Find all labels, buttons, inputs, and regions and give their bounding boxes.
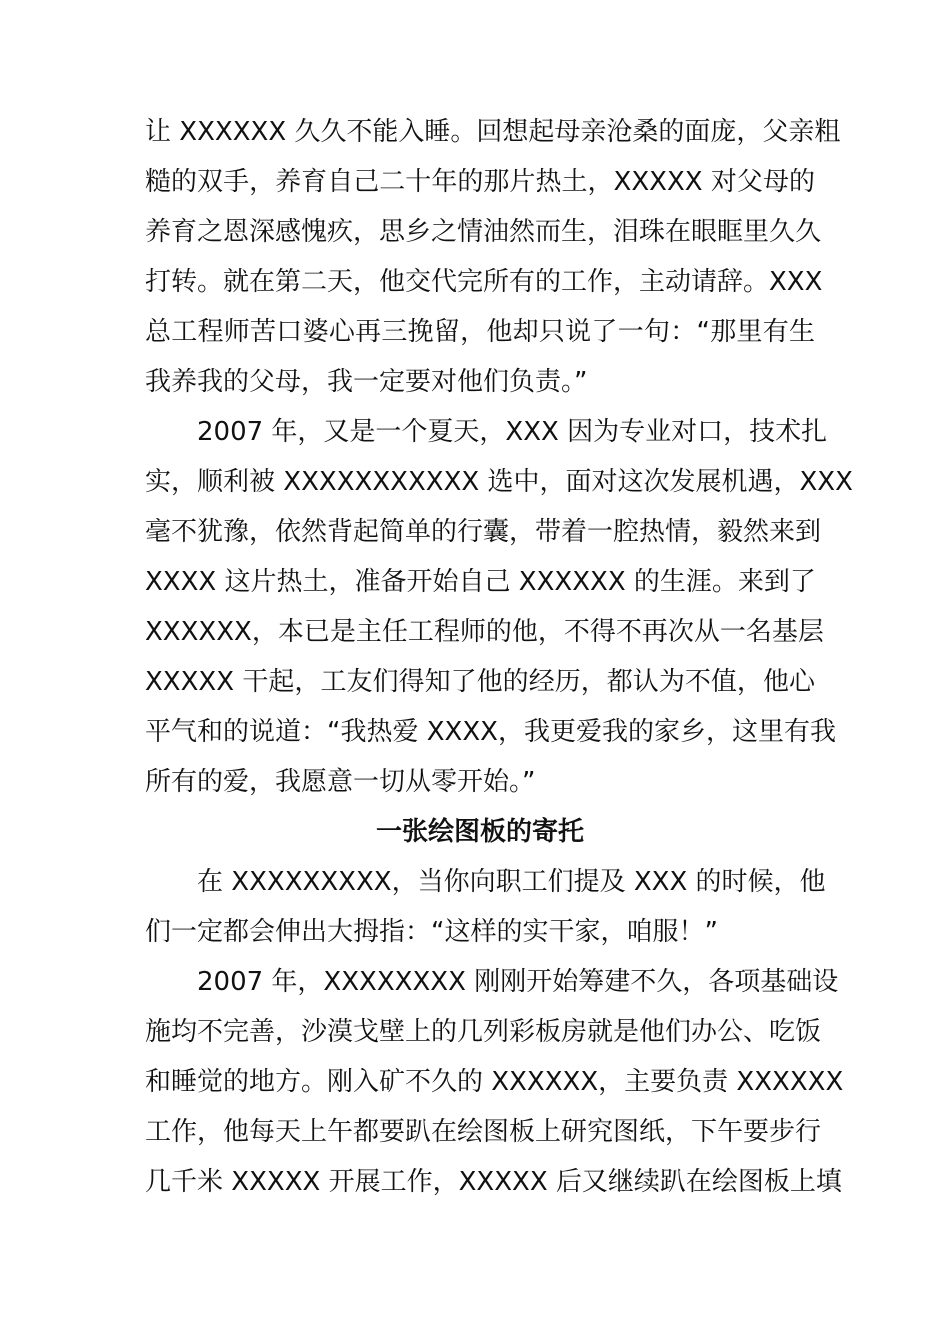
section-heading: 一张绘图板的寄托	[375, 817, 584, 847]
text-line: 们一定都会伸出大拇指：“这样的实干家，咱服！”	[145, 917, 718, 947]
text-line: XXXXXX，本已是主任工程师的他，不得不再次从一名基层	[145, 617, 824, 647]
text-line: 2007 年，XXXXXXXX 刚刚开始筹建不久，各项基础设	[197, 967, 839, 997]
text-line: 打转。就在第二天，他交代完所有的工作，主动请辞。XXX	[145, 267, 823, 297]
text-line: 糙的双手，养育自己二十年的那片热土，XXXXX 对父母的	[145, 167, 815, 197]
text-line: XXXX 这片热土，准备开始自己 XXXXXX 的生涯。来到了	[145, 567, 816, 597]
text-line: 实，顺利被 XXXXXXXXXXX 选中，面对这次发展机遇，XXX	[145, 467, 853, 497]
text-line: 工作，他每天上午都要趴在绘图板上研究图纸，下午要步行	[145, 1117, 822, 1147]
text-line: 养育之恩深感愧疚，思乡之情油然而生，泪珠在眼眶里久久	[145, 217, 822, 247]
text-line: 总工程师苦口婆心再三挽留，他却只说了一句：“那里有生	[145, 317, 815, 347]
document-body	[145, 107, 853, 1207]
text-line: 和睡觉的地方。刚入矿不久的 XXXXXX，主要负责 XXXXXX	[145, 1067, 844, 1097]
text-line: 毫不犹豫，依然背起简单的行囊，带着一腔热情，毅然来到	[145, 517, 822, 547]
text-line: 所有的爱，我愿意一切从零开始。”	[145, 767, 536, 797]
text-line: 几千米 XXXXX 开展工作，XXXXX 后又继续趴在绘图板上填	[145, 1167, 842, 1197]
text-line: 在 XXXXXXXXX，当你向职工们提及 XXX 的时候，他	[197, 867, 826, 897]
text-line: XXXXX 干起，工友们得知了他的经历，都认为不值，他心	[145, 667, 815, 697]
text-line: 我养我的父母，我一定要对他们负责。”	[145, 367, 588, 397]
text-line: 平气和的说道：“我热爱 XXXX，我更爱我的家乡，这里有我	[145, 717, 836, 747]
text-line: 2007 年，又是一个夏天，XXX 因为专业对口，技术扎	[197, 417, 828, 447]
text-line: 施均不完善，沙漠戈壁上的几列彩板房就是他们办公、吃饭	[145, 1017, 822, 1047]
text-line: 让 XXXXXX 久久不能入睡。回想起母亲沧桑的面庞，父亲粗	[145, 117, 841, 147]
